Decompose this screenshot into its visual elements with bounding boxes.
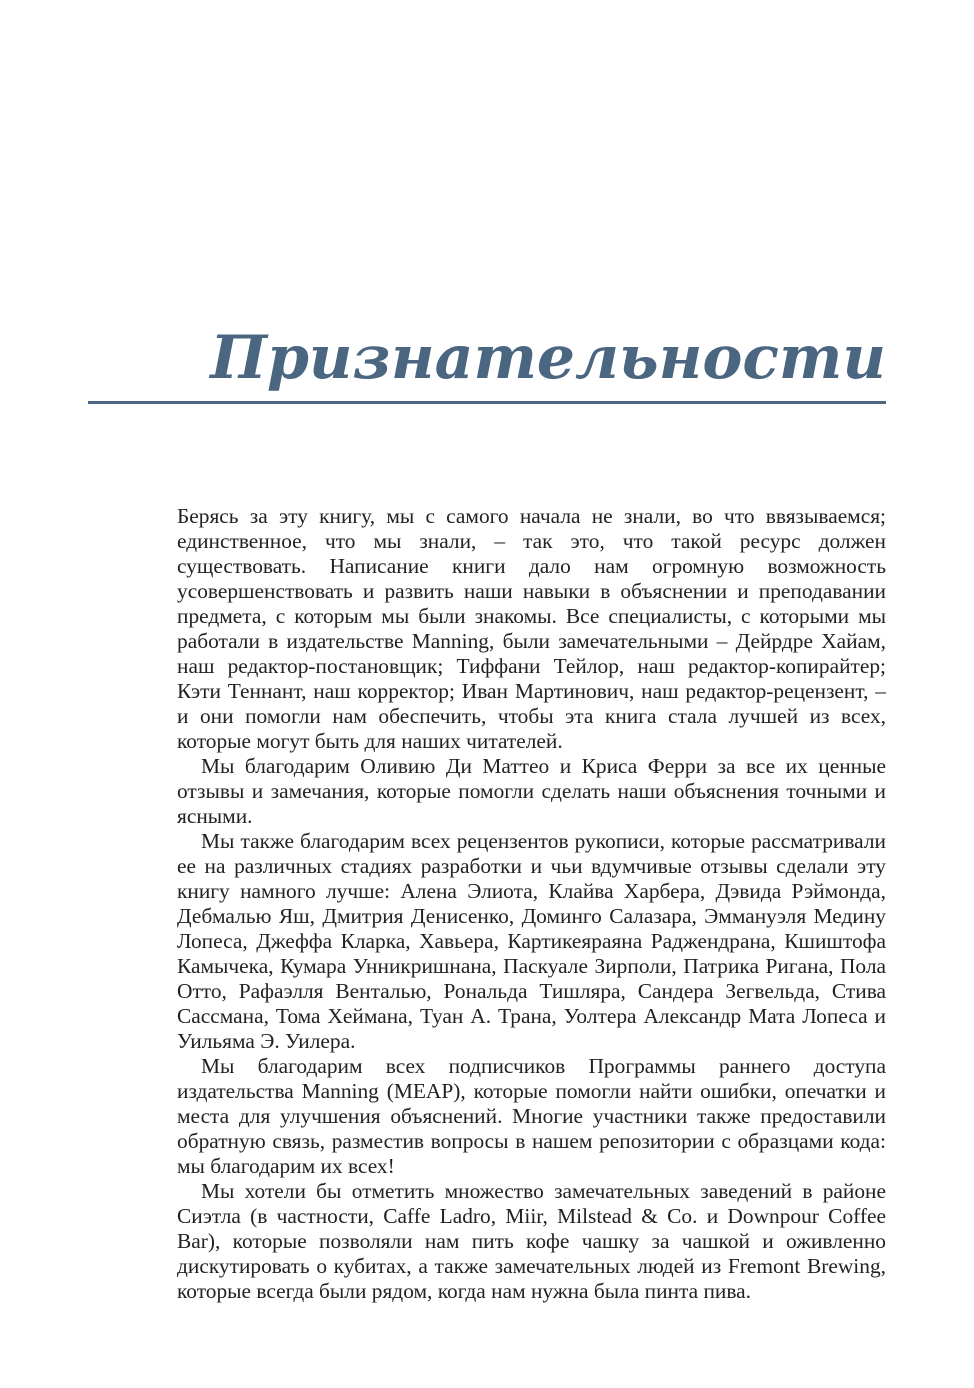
paragraph-thanks-olivia-chris: Мы благодарим Оливию Ди Маттео и Криса Ферри за все их ценные отзывы и замечания, которые помогли сделать наши объяснения точными и ясными.: [177, 754, 886, 828]
paragraph-thanks-seattle: Мы хотели бы отметить множество замечательных заведений в районе Сиэтла (в частности, Caffe Ladro, Miir, Milstead & Co. и Downpour Coffee Bar), которые позволяли нам пить кофе чашку за чашкой и оживленно дискутировать о кубитах, а также замечательных людей из Fremont Brewing, которые всегда были рядом, когда нам нужна была пинта пива.: [177, 1179, 886, 1303]
title-underline-rule: [88, 401, 886, 404]
paragraph-thanks-reviewers: Мы также благодарим всех рецензентов рукописи, которые рассматривали ее на различных стадиях разработки и чьи вдумчивые отзывы сделали эту книгу намного лучше: Алена Элиота, Клайва Харбера, Дэвида Рэймонда, Дебмалью Яш, Дмитрия Денисенко, Доминго Салазара, Эммануэля Медину Лопеса, Джеффа Кларка, Хавьера, Картикеяраяна Раджендрана, Кшиштофа Камычека, Кумара Унникришнана, Паскуале Зирполи, Патрика Ригана, Пола Отто, Рафаэлля Венталью, Рональда Тишляра, Сандера Зегвельда, Стива Сассмана, Тома Хеймана, Туан А. Трана, Уолтера Александр Мата Лопеса и Уильяма Э. Уилера.: [177, 829, 886, 1053]
paragraph-intro: Берясь за эту книгу, мы с самого начала не знали, во что ввязываемся; единственное, что мы знали, – так это, что такой ресурс должен существовать. Написание книги дало нам огромную возможность усовершенствовать и развить наши навыки в объяснении и преподавании предмета, с которым мы были знакомы. Все специалисты, с которыми мы работали в издательстве Manning, были замечательными – Дейрдре Хайам, наш редактор-постановщик; Тиффани Тейлор, наш редактор-копирайтер; Кэти Теннант, наш корректор; Иван Мартинович, наш редактор-рецензент, – и они помогли нам обеспечить, чтобы эта книга стала лучшей из всех, которые могут быть для наших читателей.: [177, 504, 886, 753]
chapter-title: Признательности: [210, 323, 886, 393]
chapter-body: [177, 504, 886, 1304]
paragraph-thanks-meap: Мы благодарим всех подписчиков Программы раннего доступа издательства Manning (MEAP), которые помогли найти ошибки, опечатки и места для улучшения объяснений. Многие участники также предоставили обратную связь, разместив вопросы в нашем репозитории с образцами кода: мы благодарим их всех!: [177, 1054, 886, 1178]
